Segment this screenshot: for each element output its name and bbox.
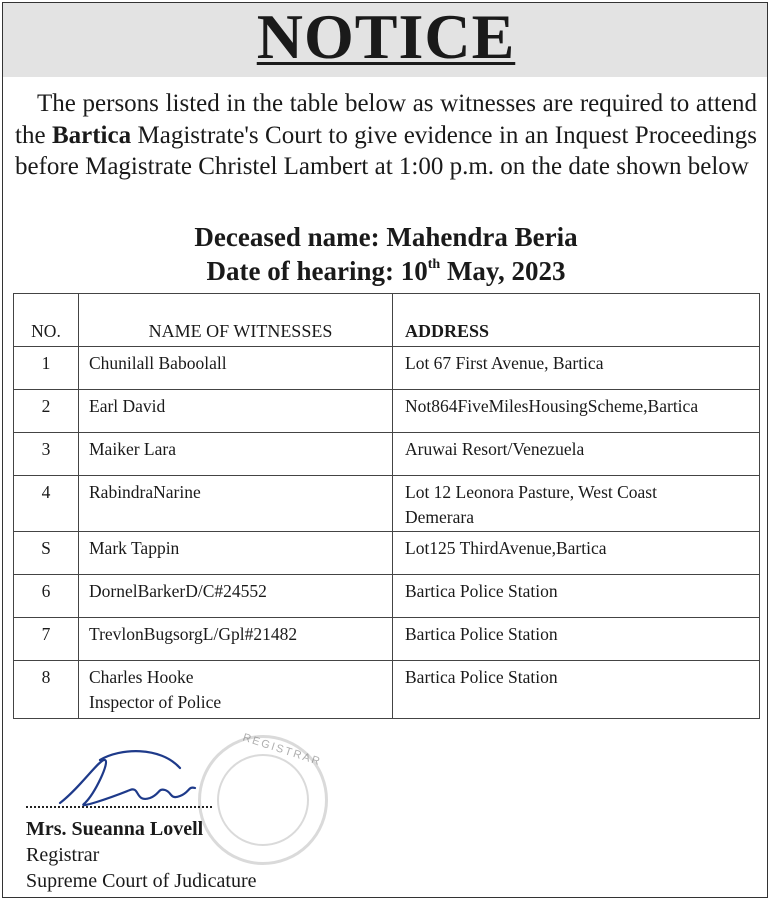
row-name-text: Charles Hooke — [89, 667, 194, 687]
row-name-text: Maiker Lara — [89, 439, 176, 459]
notice-body — [15, 88, 757, 183]
row-name-text: RabindraNarine — [89, 482, 201, 502]
row-address — [393, 575, 760, 618]
signatory-name: Mrs. Sueanna Lovell — [26, 818, 204, 840]
row-no — [14, 347, 79, 390]
table-row — [14, 661, 760, 719]
row-no-text: 3 — [41, 439, 51, 459]
table-row — [14, 390, 760, 433]
table-row — [14, 347, 760, 390]
table-row — [14, 618, 760, 661]
row-address-text: Lot 67 First Avenue, Bartica — [405, 353, 604, 373]
row-address-text: Lot125 ThirdAvenue,Bartica — [405, 538, 607, 558]
row-address — [393, 347, 760, 390]
row-name — [79, 618, 393, 661]
row-address — [393, 433, 760, 476]
row-name — [79, 433, 393, 476]
row-no — [14, 575, 79, 618]
row-address-text: Bartica Police Station — [405, 581, 558, 601]
row-no — [14, 618, 79, 661]
header-no: NO. — [14, 294, 79, 347]
row-address-text: Not864FiveMilesHousingScheme,Bartica — [405, 396, 699, 416]
row-address — [393, 476, 760, 532]
hearing-date: Date of hearing: 10th May, 2023 — [206, 256, 566, 286]
row-address-text: Demerara — [405, 507, 474, 527]
row-no — [14, 661, 79, 719]
row-no-text: 4 — [41, 482, 51, 502]
row-address-text: Lot 12 Leonora Pasture, West Coast — [405, 482, 657, 502]
row-name — [79, 532, 393, 575]
stamp-text: REGISTRAR — [241, 731, 324, 769]
row-no-text: 6 — [41, 581, 51, 601]
row-name — [79, 575, 393, 618]
row-address-text: Aruwai Resort/Venezuela — [405, 439, 585, 459]
row-name — [79, 476, 393, 532]
signature-block — [26, 816, 257, 894]
witness-table — [13, 293, 760, 719]
body-rest: Magistrate's Court to give evidence in an Inquest Proceedings before Magistrate Christel Lambert at 1:00 p.m. on the date shown below — [15, 121, 757, 180]
row-no — [14, 433, 79, 476]
row-address-text: Bartica Police Station — [405, 624, 558, 644]
row-name — [79, 661, 393, 719]
row-no — [14, 532, 79, 575]
row-no-text: 2 — [41, 396, 51, 416]
row-name-text: TrevlonBugsorgL/Gpl#21482 — [89, 624, 298, 644]
row-name-text: Chunilall Baboolall — [89, 353, 227, 373]
row-address — [393, 532, 760, 575]
row-no-text: 8 — [41, 667, 51, 687]
row-name — [79, 390, 393, 433]
row-name-text: Earl David — [89, 396, 166, 416]
row-name — [79, 347, 393, 390]
body-bold-court: Bartica — [51, 121, 132, 149]
table-header-row — [14, 294, 760, 347]
row-no-text: 1 — [41, 353, 51, 373]
table-row — [14, 532, 760, 575]
table-row — [14, 433, 760, 476]
row-address — [393, 618, 760, 661]
row-no-text: 7 — [41, 624, 51, 644]
deceased-name: Deceased name: Mahendra Beria — [194, 222, 578, 252]
signature-line — [26, 806, 212, 808]
header-address: ADDRESS — [393, 294, 760, 347]
table-row — [14, 575, 760, 618]
row-no — [14, 390, 79, 433]
row-no-text: S — [41, 538, 51, 558]
row-address — [393, 390, 760, 433]
row-no — [14, 476, 79, 532]
body-intro: The persons listed in the table below as witnesses are required to attend the — [15, 90, 757, 149]
row-name-text: Inspector of Police — [89, 692, 222, 712]
row-name-text: Mark Tappin — [89, 538, 180, 558]
row-name-text: DornelBarkerD/C#24552 — [89, 581, 267, 601]
notice-title: NOTICE — [256, 1, 516, 72]
table-row — [14, 476, 760, 532]
row-address-text: Bartica Police Station — [405, 667, 558, 687]
header-name: NAME OF WITNESSES — [79, 294, 393, 347]
signatory-role: Registrar — [26, 844, 100, 866]
signatory-org: Supreme Court of Judicature — [26, 870, 257, 892]
row-address — [393, 661, 760, 719]
